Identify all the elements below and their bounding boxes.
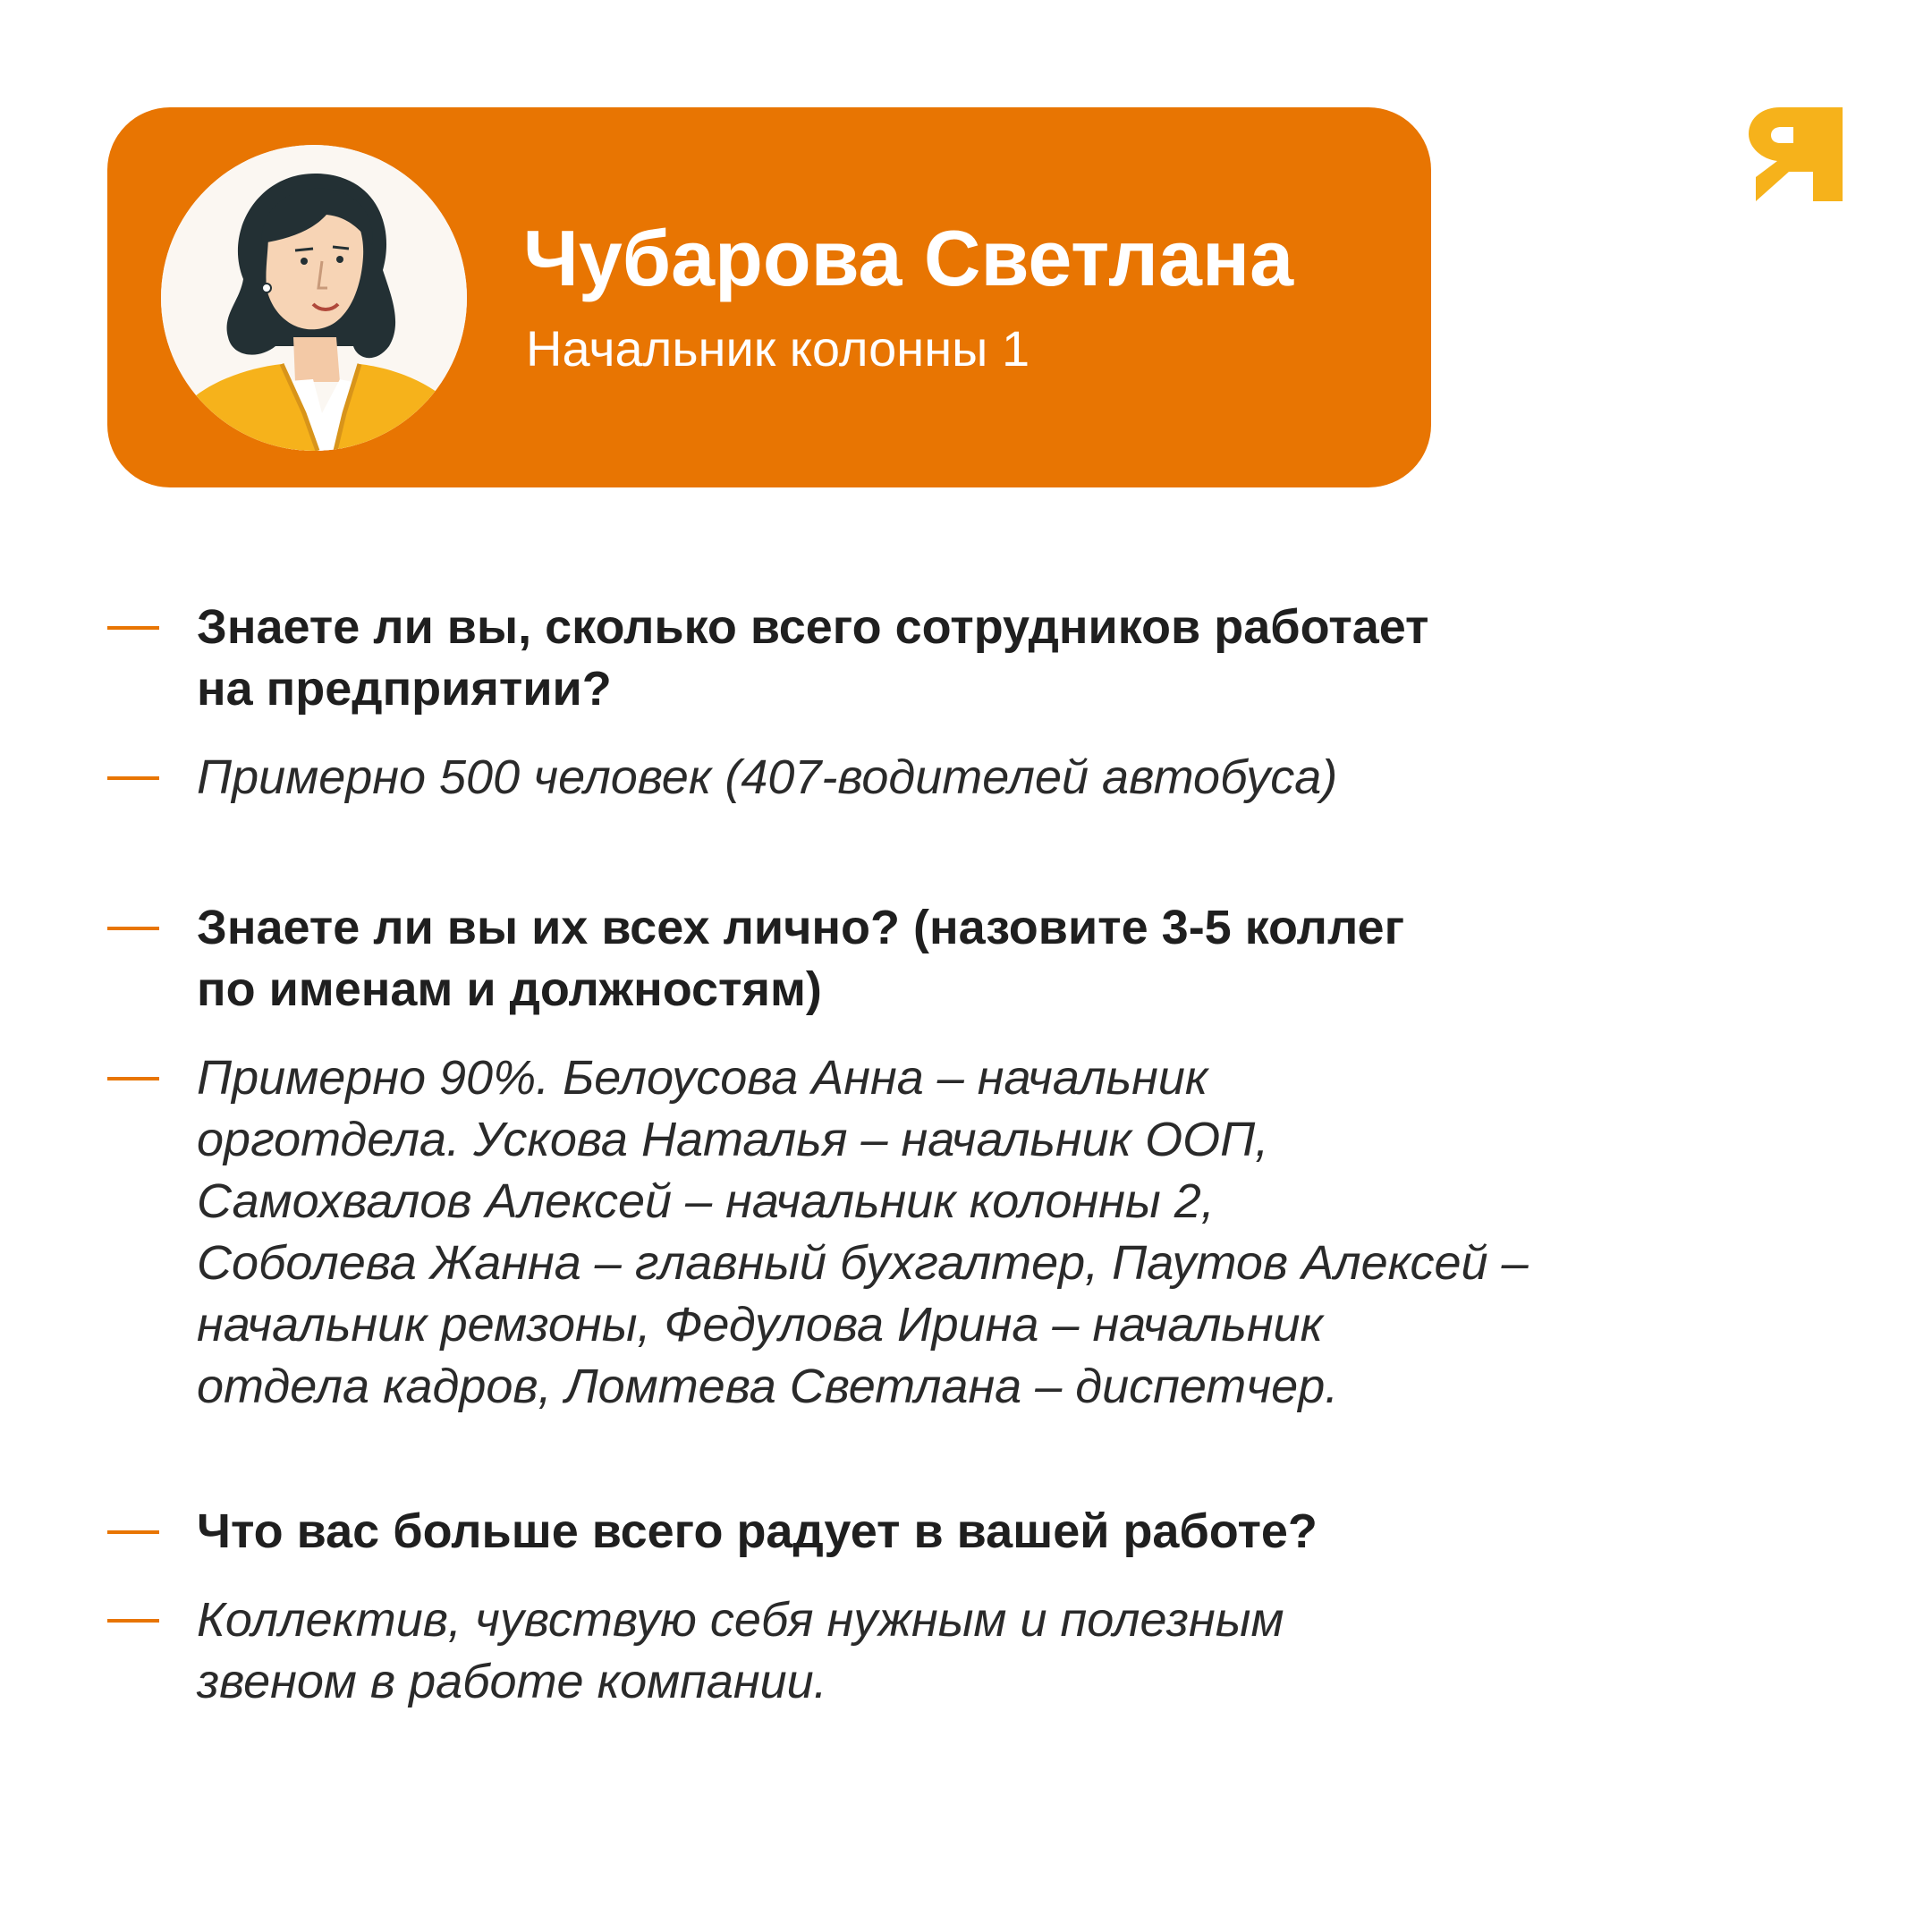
- profile-header-card: [107, 107, 1431, 487]
- qa-block-3: [107, 1501, 1807, 1713]
- person-role: Начальник колонны 1: [526, 320, 1030, 377]
- answer-2: Примерно 90%. Белоусова Анна – начальник орготдела. Ускова Наталья – начальник ООП, Самохвалов Алексей – начальник колонны 2, Соболева Жанна – главный бухгалтер, Паутов Алексей – начальник ремзоны, Федулова Ирина – начальник отдела кадров, Ломтева Светлана – диспетчер.: [107, 1047, 1807, 1418]
- dash-marker: [107, 776, 159, 780]
- answer-3: Коллектив, чувствую себя нужным и полезным звеном в работе компании.: [107, 1589, 1807, 1713]
- dash-marker: [107, 1077, 159, 1080]
- dash-marker: [107, 626, 159, 630]
- qa-block-1: [107, 597, 1807, 809]
- dash-marker: [107, 1530, 159, 1534]
- dash-marker: [107, 927, 159, 930]
- question-1: Знаете ли вы, сколько всего сотрудников работает на предприятии?: [107, 597, 1807, 720]
- dash-marker: [107, 1619, 159, 1623]
- avatar: [161, 145, 467, 451]
- question-3: Что вас больше всего радует в вашей работе?: [107, 1501, 1807, 1563]
- ya-arrow-logo-icon: [1749, 107, 1843, 201]
- woman-portrait-icon: [161, 145, 467, 451]
- qa-block-2: [107, 897, 1807, 1418]
- question-2: Знаете ли вы их всех лично? (назовите 3-5 коллег по именам и должностям): [107, 897, 1807, 1021]
- person-name: Чубарова Светлана: [523, 214, 1294, 302]
- answer-1: Примерно 500 человек (407-водителей автобуса): [107, 747, 1807, 809]
